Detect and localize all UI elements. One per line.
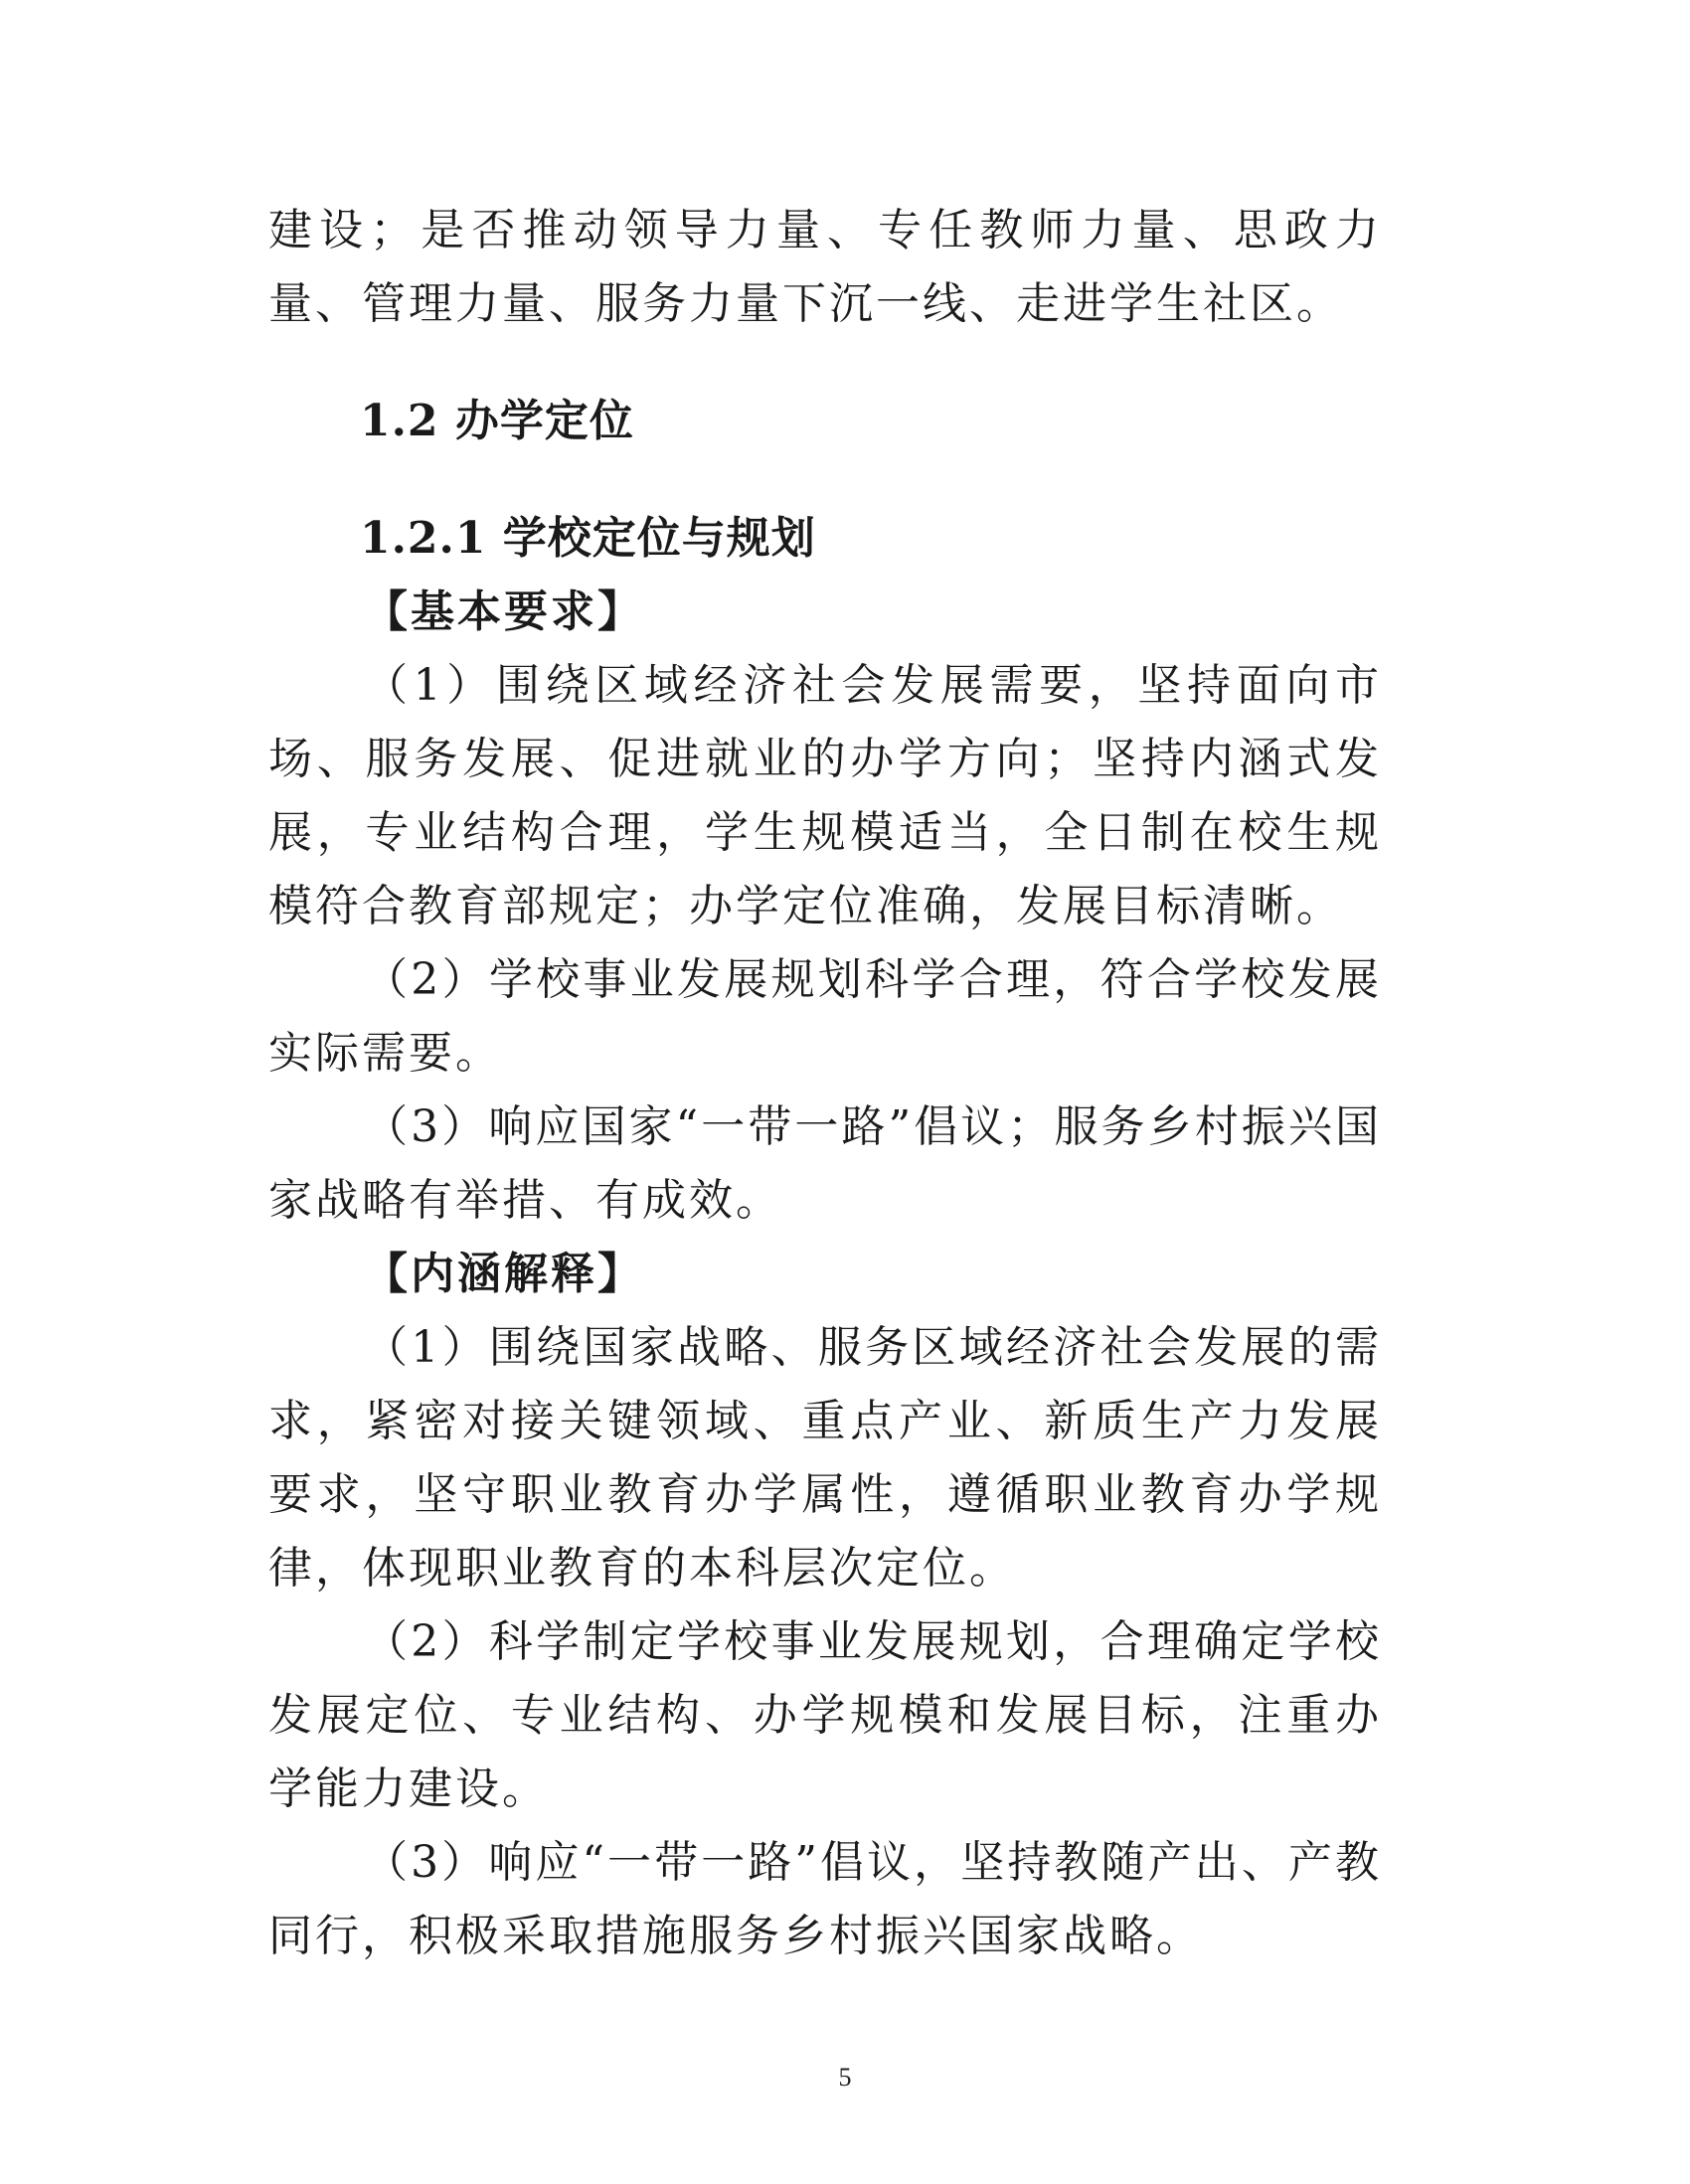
intro-continuation-paragraph: 建设；是否推动领导力量、专任教师力量、思政力量、管理力量、服务力量下沉一线、走进学生社区。 — [268, 205, 1382, 329]
page-number: 5 — [838, 2063, 852, 2092]
page-content — [268, 194, 1382, 1973]
explanation-2: （2）科学制定学校事业发展规划，合理确定学校发展定位、专业结构、办学规模和发展目标，注重办学能力建设。 — [268, 1616, 1382, 1814]
connotation-heading: 【内涵解释】 — [364, 1249, 644, 1299]
section-1-2-title: 1.2 办学定位 — [360, 396, 634, 446]
requirement-3: （3）响应国家“一带一路”倡议；服务乡村振兴国家战略有举措、有成效。 — [268, 1101, 1382, 1226]
explanation-1: （1）围绕国家战略、服务区域经济社会发展的需求，紧密对接关键领域、重点产业、新质生产力发展要求，坚守职业教育办学属性，遵循职业教育办学规律，体现职业教育的本科层次定位。 — [268, 1322, 1382, 1594]
requirement-2: （2）学校事业发展规划科学合理，符合学校发展实际需要。 — [268, 954, 1382, 1079]
explanation-3: （3）响应“一带一路”倡议，坚持教随产出、产教同行，积极采取措施服务乡村振兴国家战略。 — [268, 1837, 1382, 1961]
requirement-1: （1）围绕区域经济社会发展需要，坚持面向市场、服务发展、促进就业的办学方向；坚持内涵式发展，专业结构合理，学生规模适当，全日制在校生规模符合教育部规定；办学定位准确，发展目标清晰。 — [268, 660, 1382, 931]
section-1-2-1-title: 1.2.1 学校定位与规划 — [360, 513, 816, 564]
basic-requirements-heading: 【基本要求】 — [364, 587, 644, 637]
